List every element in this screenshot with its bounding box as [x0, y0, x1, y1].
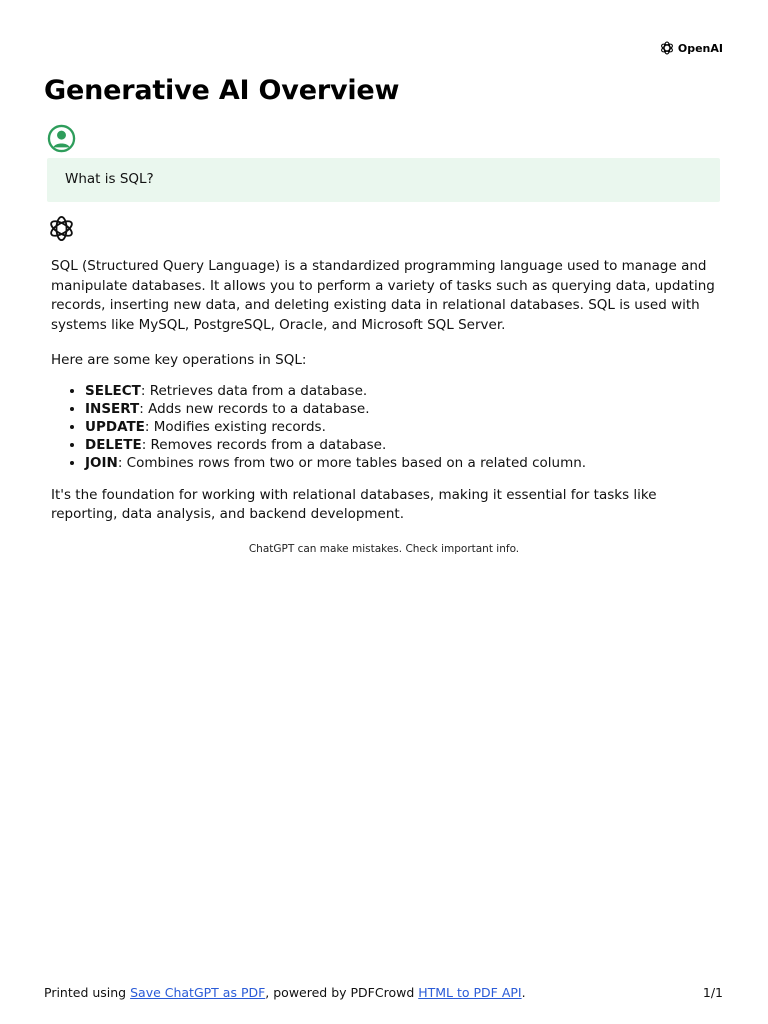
footer-prefix: Printed using	[44, 985, 131, 1000]
user-message-text: What is SQL?	[65, 171, 154, 187]
list-item	[85, 454, 719, 472]
list-item	[85, 400, 719, 418]
operation-name: JOIN	[85, 454, 118, 471]
user-message-bubble	[47, 158, 720, 202]
operation-name: SELECT	[85, 382, 141, 399]
operation-desc: : Modifies existing records.	[144, 418, 326, 435]
chatgpt-logo-icon	[47, 214, 76, 243]
answer-paragraph: It's the foundation for working with relational databases, making it essential for tasks like reporting, data analysis, and backend development.	[51, 486, 657, 522]
list-item	[85, 382, 719, 400]
operation-desc: : Combines rows from two or more tables based on a related column.	[117, 454, 587, 471]
footer-suffix: .	[521, 985, 526, 1000]
page-number: 1/1	[702, 985, 723, 1000]
answer-paragraph: Here are some key operations in SQL:	[51, 352, 307, 368]
operation-name: DELETE	[85, 436, 142, 453]
html-to-pdf-link[interactable]: HTML to PDF API	[418, 985, 522, 1000]
list-item	[85, 418, 719, 436]
operation-name: UPDATE	[85, 418, 145, 435]
assistant-answer	[51, 257, 719, 525]
save-chatgpt-link[interactable]: Save ChatGPT as PDF	[130, 985, 266, 1000]
operations-list	[51, 382, 719, 472]
list-item	[85, 436, 719, 454]
answer-paragraph: SQL (Structured Query Language) is a standardized programming language used to manage and manipulate databases. It allows you to perform a variety of tasks such as querying data, updating records, inserting new data, and deleting existing data in relational databases. SQL is used with systems like MySQL, PostgreSQL, Oracle, and Microsoft SQL Server.	[51, 258, 715, 333]
footer-middle: , powered by PDFCrowd	[265, 985, 419, 1000]
operation-desc: : Removes records from a database.	[141, 436, 387, 453]
user-avatar-icon	[47, 124, 76, 153]
openai-brand	[659, 40, 723, 56]
operation-desc: : Retrieves data from a database.	[140, 382, 368, 399]
print-footer	[44, 985, 526, 1000]
page-title: Generative AI Overview	[44, 75, 400, 106]
brand-name: OpenAI	[677, 41, 723, 55]
operation-name: INSERT	[85, 400, 140, 417]
openai-logo-icon	[659, 40, 675, 56]
disclaimer: ChatGPT can make mistakes. Check important info.	[248, 543, 520, 555]
operation-desc: : Adds new records to a database.	[139, 400, 370, 417]
